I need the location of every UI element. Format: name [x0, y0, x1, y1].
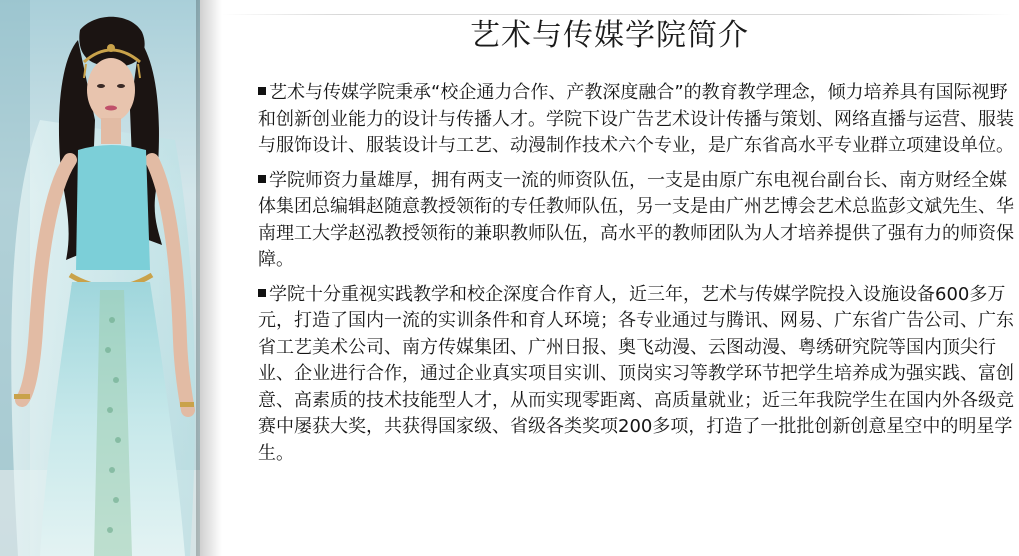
fashion-model-icon	[0, 0, 200, 556]
paragraph-text: 艺术与传媒学院秉承“校企通力合作、产教深度融合”的教育教学理念，倾力培养具有国际视野和创新创业能力的设计与传播人才。学院下设广告艺术设计传播与策划、网络直播与运营、服装与服饰设计、服装设计与工艺、动漫制作技术六个专业，是广东省高水平专业群立项建设单位。	[258, 82, 1014, 156]
model-photo	[0, 0, 200, 556]
square-bullet-icon	[258, 175, 266, 183]
intro-paragraph	[258, 282, 1014, 468]
square-bullet-icon	[258, 87, 266, 95]
intro-paragraph	[258, 80, 1014, 160]
intro-content	[258, 80, 1014, 475]
paragraph-text: 学院十分重视实践教学和校企深度合作育人，近三年，艺术与传媒学院投入设施设备600多万元，打造了国内一流的实训条件和育人环境；各专业通过与腾讯、网易、广东省广告公司、广东省工艺美术公司、南方传媒集团、广州日报、奥飞动漫、云图动漫、粤绣研究院等国内顶尖行业、企业进行合作，通过企业真实项目实训、顶岗实习等教学环节把学生培养成为强实践、富创意、高素质的技术技能型人才，从而实现零距离、高质量就业；近三年我院学生在国内外各级竞赛中屡获大奖，共获得国家级、省级各类奖项200多项，打造了一批批创新创意星空中的明星学生。	[258, 283, 1014, 464]
page-title: 艺术与传媒学院简介	[470, 18, 749, 53]
square-bullet-icon	[258, 289, 266, 297]
paragraph-text: 学院师资力量雄厚，拥有两支一流的师资队伍，一支是由原广东电视台副台长、南方财经全媒体集团总编辑赵随意教授领衔的专任教师队伍，另一支是由广州艺博会艺术总监彭文斌先生、华南理工大学赵泓教授领衔的兼职教师队伍，高水平的教师团队为人才培养提供了强有力的师资保障。	[258, 169, 1014, 270]
intro-paragraph	[258, 168, 1014, 274]
photo-edge-shadow	[196, 0, 222, 556]
